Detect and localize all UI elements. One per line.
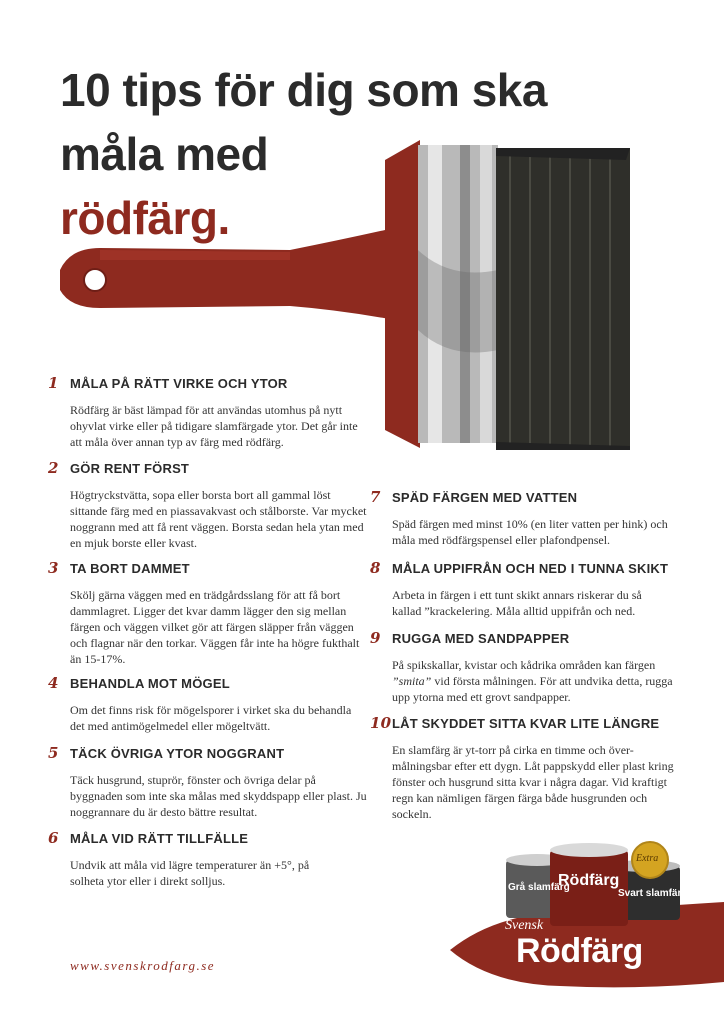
title-line-1: 10 tips för dig som ska: [60, 64, 547, 116]
tip-heading: BEHANDLA MOT MÖGEL: [70, 676, 230, 691]
tip-heading: RUGGA MED SANDPAPPER: [392, 631, 570, 646]
title-line-3: rödfärg.: [60, 192, 230, 244]
tip-heading: TÄCK ÖVRIGA YTOR NOGGRANT: [70, 746, 285, 761]
tip-body-text: På spikskallar, kvistar och kådrika områden kan färgen: [392, 658, 656, 672]
tip-body-emphasis: ”smita”: [392, 674, 432, 688]
tip-5: [48, 744, 368, 820]
brand-logo: Rödfärg: [516, 932, 643, 970]
tip-body: Högtryckstvätta, sopa eller borsta bort all gammal löst sittande färg med en piassavakvast och stålborste. Var mycket noggrann med att få rent väggen. Borsta sedan hela ytan med en mjuk borste eller kvast.: [70, 488, 367, 550]
tip-number: 6: [48, 829, 59, 847]
tip-number: 3: [48, 559, 59, 577]
tip-3: [48, 559, 368, 667]
tip-number: 8: [370, 559, 381, 577]
tip-body: En slamfärg är yt-torr på cirka en timme och över-målningsbar efter ett dygn. Låt pappskydd eller plast kring fönster och husgrund sitta kvar i några dagar. Vid kraftigt regn kan nämligen färgen färga både husgrunden och sockeln.: [392, 743, 674, 821]
tip-6: [48, 829, 368, 889]
tip-body: Undvik att måla vid lägre temperaturer än +5°, på solheta ytor eller i direkt solljus.: [70, 858, 310, 888]
tip-heading: MÅLA UPPIFRÅN OCH NED I TUNNA SKIKT: [392, 561, 669, 576]
tip-10: [370, 714, 700, 822]
tip-4: [48, 674, 368, 734]
tip-8: [370, 559, 700, 619]
tip-body: Arbeta in färgen i ett tunt skikt annars riskerar du så kallad ”krackelering. Måla alltid uppifrån och ned.: [392, 588, 642, 618]
tip-number: 2: [48, 459, 59, 477]
tip-heading: LÅT SKYDDET SITTA KVAR LITE LÄNGRE: [392, 716, 660, 731]
title-line-2: måla med: [60, 128, 269, 180]
tip-body: Skölj gärna väggen med en trädgårdsslang för att få bort dammlagret. Ligger det kvar damm lägger den sig mellan färgen och väggen vilket gör att färgen släpper från väggen och flagnar när den torkar. Väggen får inte ha högre fukthalt än 15-17%.: [70, 588, 360, 666]
tip-heading: TA BORT DAMMET: [70, 561, 190, 576]
extra-badge: Extra: [636, 853, 659, 864]
tip-body: Rödfärg är bäst lämpad för att användas utomhus på nytt ohyvlat virke eller på tidigare slamfärgade ytor. Det går inte att måla över annan typ av färg med rödfärg.: [70, 403, 358, 449]
tip-number: 9: [370, 629, 381, 647]
tip-body: Om det finns risk för mögelsporer i virket ska du behandla det med antimögelmedel eller mögeltvätt.: [70, 703, 352, 733]
tip-body: Täck husgrund, stuprör, fönster och övriga delar på byggnaden som inte ska målas med skyddspapp eller plast. Ju noggrannare du är desto bättre resultat.: [70, 773, 367, 819]
tip-number: 10: [370, 714, 392, 732]
brand-logo-small: Svensk: [505, 918, 544, 933]
tip-number: 5: [48, 744, 59, 762]
tip-body: [392, 657, 682, 705]
tip-heading: GÖR RENT FÖRST: [70, 461, 190, 476]
tip-number: 4: [48, 674, 59, 692]
tip-1: [48, 374, 368, 450]
tip-heading: MÅLA PÅ RÄTT VIRKE OCH YTOR: [70, 376, 288, 391]
tip-heading: MÅLA VID RÄTT TILLFÄLLE: [70, 831, 249, 846]
can-label-red: Rödfärg: [558, 872, 620, 889]
tip-2: [48, 459, 368, 551]
can-label-grey: Grå slamfärg: [508, 882, 570, 893]
tip-number: 7: [370, 488, 381, 506]
website-link[interactable]: www.svenskrodfarg.se: [70, 958, 216, 973]
can-label-black: Svart slamfärg: [618, 888, 688, 899]
tip-body-text: vid första målningen. För att undvika detta, rugga upp ytorna med ett grovt sandpapper.: [392, 674, 673, 704]
tip-number: 1: [48, 374, 59, 392]
tip-7: [370, 488, 690, 548]
tip-body: Späd färgen med minst 10% (en liter vatten per hink) och måla med rödfärgspensel eller plafondpensel.: [392, 517, 668, 547]
tip-heading: SPÄD FÄRGEN MED VATTEN: [392, 490, 578, 505]
tip-9: [370, 629, 690, 705]
